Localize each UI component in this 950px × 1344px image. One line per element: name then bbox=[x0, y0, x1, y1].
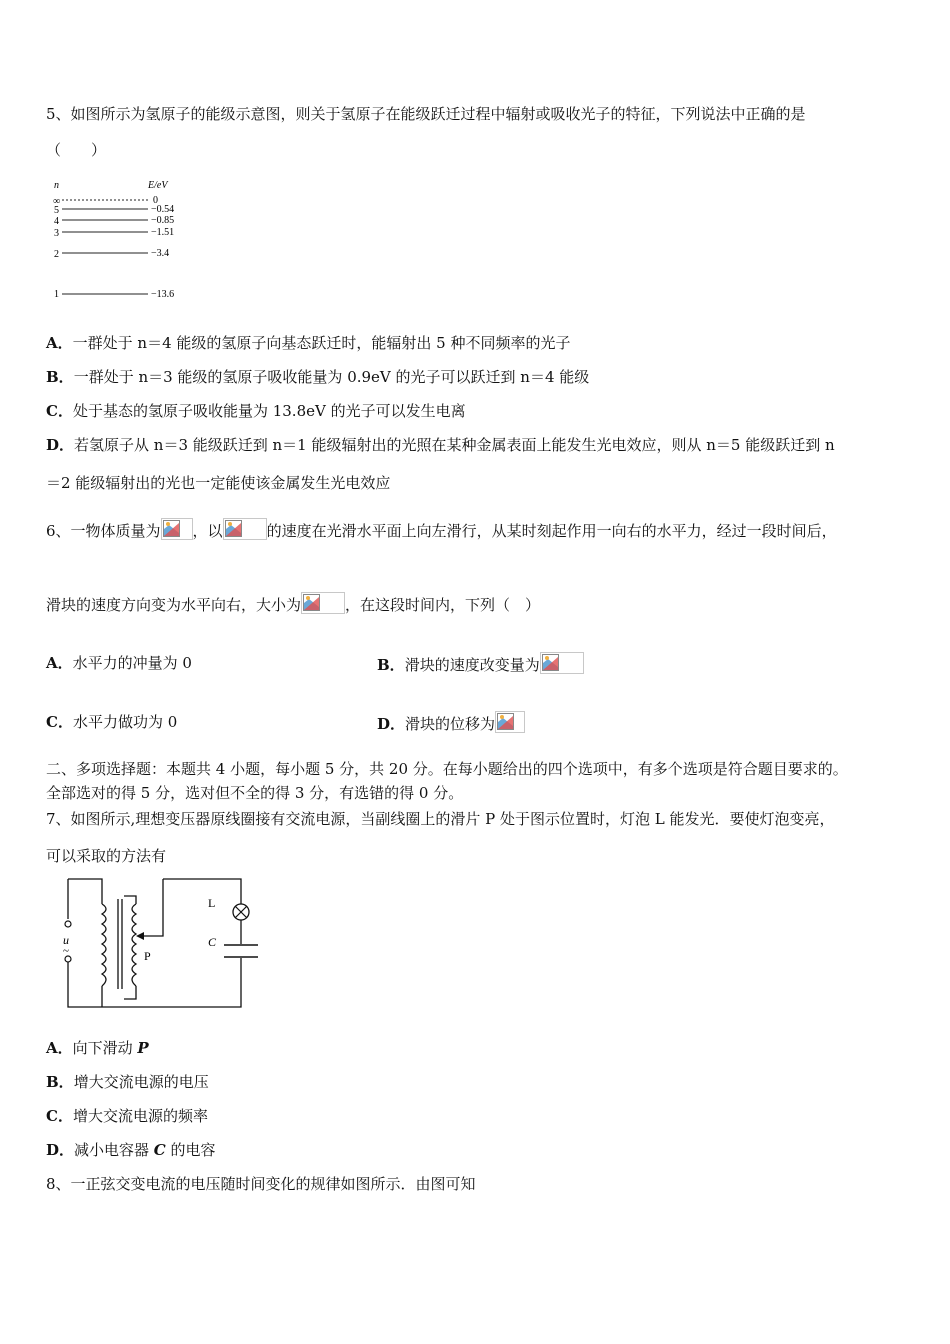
level-n: 5 bbox=[54, 205, 59, 216]
q5-paren: （ ） bbox=[46, 141, 107, 159]
q7-option-c: C．增大交流电源的频率 bbox=[46, 1107, 208, 1125]
broken-image-icon bbox=[495, 711, 525, 733]
section2-instructions-line1: 二、多项选择题：本题共 4 小题，每小题 5 分，共 20 分。在每小题给出的四个选项中，有多个选项是符合题目要求的。 bbox=[46, 760, 848, 778]
energy-level-diagram bbox=[50, 176, 190, 306]
level-n: ∞ bbox=[53, 196, 61, 207]
q7-option-b: B．增大交流电源的电压 bbox=[46, 1073, 209, 1091]
q5-option-d-continued: ＝2 能级辐射出的光也一定能使该金属发生光电效应 bbox=[46, 474, 391, 492]
primary-coil bbox=[102, 904, 106, 986]
q5-option-b: B．一群处于 n＝3 能级的氢原子吸收能量为 0.9eV 的光子可以跃迁到 n＝4 能级 bbox=[46, 368, 590, 386]
broken-image-icon bbox=[223, 518, 267, 540]
level-n: 3 bbox=[54, 228, 59, 239]
level-energy: −3.4 bbox=[151, 248, 170, 259]
q6-option-c: C．水平力做功为 0 bbox=[46, 713, 178, 731]
q6-stem-line2: 滑块的速度方向变为水平向右，大小为 ，在这段时间内，下列（ ） bbox=[46, 592, 540, 615]
secondary-coil bbox=[132, 904, 136, 986]
q7-stem-line2: 可以采取的方法有 bbox=[46, 847, 167, 865]
q5-option-d: D．若氢原子从 n＝3 能级跃迁到 n＝1 能级辐射出的光照在某种金属表面上能发生光电效应，则从 n＝5 能级跃迁到 n bbox=[46, 436, 835, 454]
level-energy: −0.85 bbox=[151, 215, 175, 226]
q8-stem: 8、一正弦交变电流的电压随时间变化的规律如图所示．由图可知 bbox=[46, 1175, 476, 1193]
q6-option-a: A．水平力的冲量为 0 bbox=[46, 654, 192, 672]
q5-option-c: C．处于基态的氢原子吸收能量为 13.8eV 的光子可以发生电离 bbox=[46, 402, 466, 420]
capacitor-label: C bbox=[208, 935, 217, 949]
slider-arrow bbox=[136, 932, 144, 940]
level-n: 1 bbox=[54, 289, 59, 300]
q6-option-b: B．滑块的速度改变量为 bbox=[377, 652, 584, 675]
broken-image-icon bbox=[161, 518, 193, 540]
level-n: 4 bbox=[54, 216, 59, 227]
source-voltage-label: u bbox=[63, 933, 69, 947]
broken-image-icon bbox=[301, 592, 345, 614]
q7-stem: 7、如图所示,理想变压器原线圈接有交流电源，当副线圈上的滑片 P 处于图示位置时，灯泡 L 能发光．要使灯泡变亮， bbox=[46, 810, 835, 828]
level-energy: −0.54 bbox=[151, 204, 175, 215]
q6-option-d: D．滑块的位移为 bbox=[377, 711, 525, 734]
ac-symbol: ~ bbox=[63, 945, 69, 957]
level-energy: −13.6 bbox=[151, 289, 175, 300]
n-axis-label: n bbox=[54, 180, 59, 191]
slider-label: P bbox=[144, 949, 151, 963]
q5-option-a: A．一群处于 n＝4 能级的氢原子向基态跃迁时，能辐射出 5 种不同频率的光子 bbox=[46, 334, 571, 352]
q7-option-d: D．减小电容器 C 的电容 bbox=[46, 1141, 216, 1159]
lamp-label: L bbox=[208, 896, 216, 910]
energy-axis-label: E/eV bbox=[148, 180, 168, 191]
broken-image-icon bbox=[540, 652, 584, 674]
terminal bbox=[65, 921, 71, 927]
level-energy: −1.51 bbox=[151, 227, 175, 238]
section2-instructions-line2: 全部选对的得 5 分，选对但不全的得 3 分，有选错的得 0 分。 bbox=[46, 784, 464, 802]
q5-stem: 5、如图所示为氢原子的能级示意图，则关于氢原子在能级跃迁过程中辐射或吸收光子的特征，下列说法中正确的是 bbox=[46, 105, 806, 123]
transformer-circuit-diagram bbox=[58, 874, 268, 1014]
level-n: 2 bbox=[54, 249, 59, 260]
q6-stem-line1: 6、一物体质量为 ，以 的速度在光滑水平面上向左滑行，从某时刻起作用一向右的水平力，经过一段时间后， bbox=[46, 518, 837, 541]
level-energy: 0 bbox=[153, 195, 158, 206]
q7-option-a: A．向下滑动 P bbox=[46, 1039, 149, 1057]
